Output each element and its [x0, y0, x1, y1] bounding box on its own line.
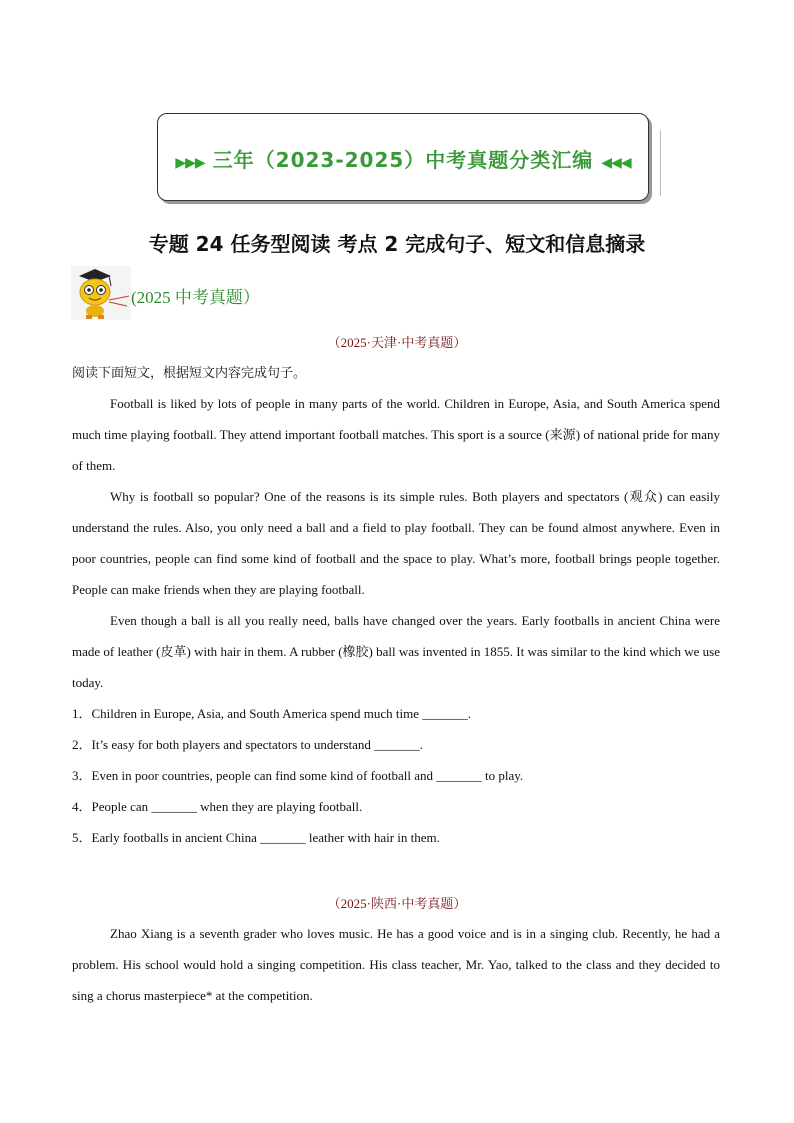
- passage-paragraph: Zhao Xiang is a seventh grader who loves music. He has a good voice and is in a singing club. Recently, he had a problem. His school would hold a singing competition. His class teacher, Mr. Yao, talked to the class and they decided to sing a chorus masterpiece* at the competition.: [72, 926, 720, 1003]
- left-arrows-icon: ◀◀◀: [601, 155, 631, 171]
- right-arrows-icon: ▶▶▶: [175, 155, 205, 171]
- question-item: 4．People can _______ when they are playing football.: [72, 799, 363, 814]
- banner-title-row: [158, 144, 648, 173]
- instruction: 阅读下面短文，根据短文内容完成句子。: [72, 365, 307, 380]
- banner-divider: [660, 130, 663, 196]
- question-item: 1．Children in Europe, Asia, and South America spend much time _______.: [72, 706, 471, 721]
- banner-title: 三年（2023-2025）中考真题分类汇编: [212, 148, 594, 172]
- year-heading: (2025 中考真题）: [131, 288, 260, 307]
- section-source: （2025·天津·中考真题）: [327, 335, 467, 350]
- graduate-mascot-icon: [71, 266, 131, 320]
- question-item: 3．Even in poor countries, people can find some kind of football and _______ to play.: [72, 768, 524, 783]
- topic-title: 专题 24 任务型阅读 考点 2 完成句子、短文和信息摘录: [148, 232, 646, 256]
- passage-paragraph: Football is liked by lots of people in many parts of the world. Children in Europe, Asia, and South America spend much time playing football. They attend important football matches. This sport is a source (来源) of national pride for many of them.: [72, 396, 720, 473]
- section-source: （2025·陕西·中考真题）: [327, 896, 467, 911]
- passage-paragraph: Why is football so popular? One of the reasons is its simple rules. Both players and spectators (观众) can easily understand the rules. Also, you only need a ball and a field to play football. They can be found almost anywhere. Even in poor countries, people can find some kind of football and the space to play. What’s more, football brings people together. People can make friends when they are playing football.: [72, 489, 720, 597]
- title-banner: [157, 113, 649, 201]
- question-item: 2．It’s easy for both players and spectators to understand _______.: [72, 737, 423, 752]
- passage-paragraph: Even though a ball is all you really need, balls have changed over the years. Early footballs in ancient China were made of leather (皮革) with hair in them. A rubber (橡胶) ball was invented in 1855. It was similar to the kind which we use today.: [72, 613, 720, 690]
- section-body: [72, 918, 720, 1011]
- section-body: [72, 357, 720, 853]
- question-item: 5．Early footballs in ancient China _______ leather with hair in them.: [72, 830, 440, 845]
